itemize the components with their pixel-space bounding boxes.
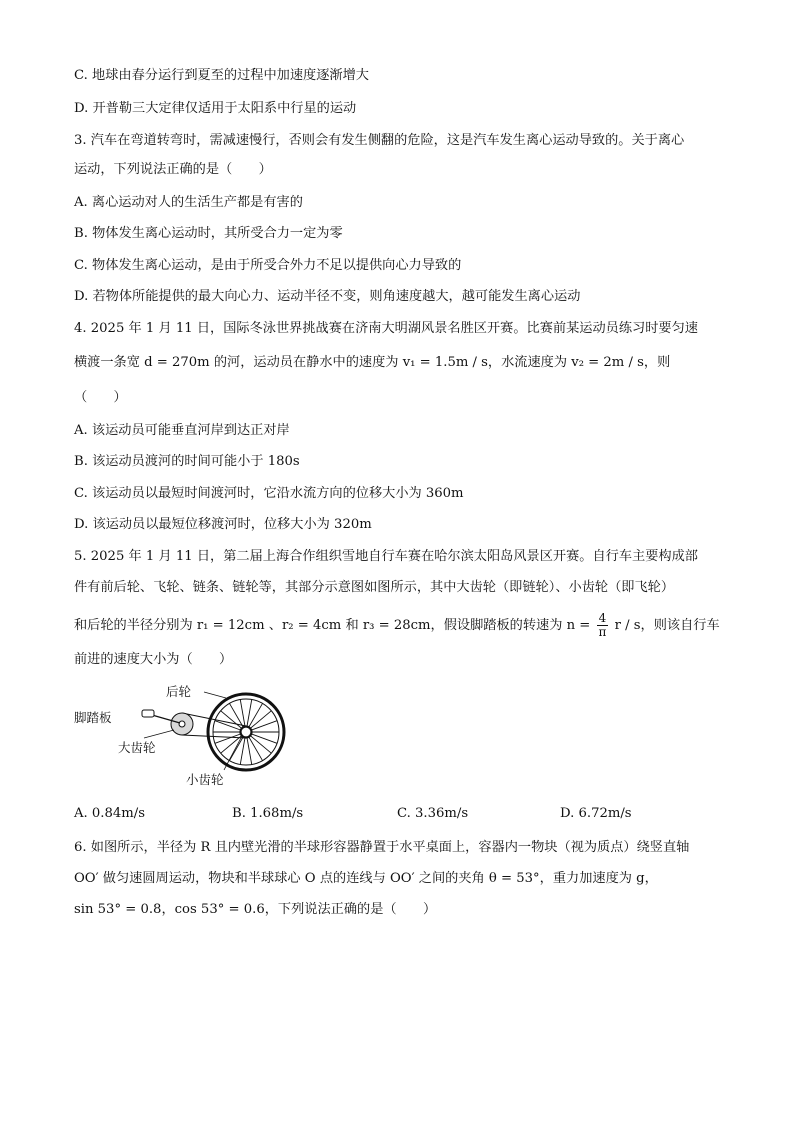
q5-stem-3-post: r / s，则该自行车 bbox=[614, 618, 720, 633]
leader-lines bbox=[144, 692, 242, 770]
label-big-gear: 大齿轮 bbox=[118, 740, 156, 755]
line-q3-a: A. 离心运动对人的生活生产都是有害的 bbox=[74, 195, 303, 210]
label-small-gear: 小齿轮 bbox=[186, 772, 224, 787]
line-q4-a: A. 该运动员可能垂直河岸到达正对岸 bbox=[74, 423, 290, 438]
line-q3-c: C. 物体发生离心运动，是由于所受合外力不足以提供向心力导致的 bbox=[74, 258, 462, 273]
line-q4-stem-2: 横渡一条宽 d = 270m 的河，运动员在静水中的速度为 v₁ = 1.5m / s，水流速度为 v₂ = 2m / s，则 bbox=[74, 355, 671, 370]
q5-option-d: D. 6.72m/s bbox=[560, 806, 632, 821]
q5-stem-3-pre: 和后轮的半径分别为 r₁ = 12cm 、r₂ = 4cm 和 r₃ = 28cm，假设脚踏板的转速为 n = bbox=[74, 618, 591, 633]
fraction-numerator: 4 bbox=[597, 612, 609, 626]
line-q6-stem-3: sin 53° = 0.8，cos 53° = 0.6，下列说法正确的是（ ） bbox=[74, 902, 437, 917]
line-q3-stem-1: 3. 汽车在弯道转弯时，需减速慢行，否则会有发生侧翻的危险，这是汽车发生离心运动导致的。关于离心 bbox=[74, 133, 685, 148]
q5-option-a: A. 0.84m/s bbox=[74, 806, 145, 821]
big-gear-icon bbox=[171, 713, 193, 735]
fraction-4-over-pi bbox=[597, 612, 609, 639]
rear-wheel-icon bbox=[208, 694, 284, 770]
q5-option-b: B. 1.68m/s bbox=[232, 806, 304, 821]
line-q6-stem-2: OO′ 做匀速圆周运动，物块和半球球心 O 点的连线与 OO′ 之间的夹角 θ = 53°，重力加速度为 g， bbox=[74, 871, 658, 886]
line-q4-b: B. 该运动员渡河的时间可能小于 180s bbox=[74, 454, 300, 469]
label-rear-wheel: 后轮 bbox=[166, 684, 192, 699]
line-q4-c: C. 该运动员以最短时间渡河时，它沿水流方向的位移大小为 360m bbox=[74, 486, 464, 501]
line-q2-c: C. 地球由春分运行到夏至的过程中加速度逐渐增大 bbox=[74, 68, 369, 83]
line-q4-d: D. 该运动员以最短位移渡河时，位移大小为 320m bbox=[74, 517, 372, 532]
line-q5-stem-2: 件有前后轮、飞轮、链条、链轮等，其部分示意图如图所示，其中大齿轮（即链轮）、小齿轮（即飞轮） bbox=[74, 580, 675, 595]
line-q4-stem-1: 4. 2025 年 1 月 11 日，国际冬泳世界挑战赛在济南大明湖风景名胜区开赛。比赛前某运动员练习时要匀速 bbox=[74, 321, 698, 336]
line-q3-b: B. 物体发生离心运动时，其所受合力一定为零 bbox=[74, 226, 343, 241]
fraction-denominator: π bbox=[598, 625, 607, 639]
line-q2-d: D. 开普勒三大定律仅适用于太阳系中行星的运动 bbox=[74, 101, 357, 116]
line-q5-stem-4: 前进的速度大小为（ ） bbox=[74, 652, 233, 667]
line-q5-stem-1: 5. 2025 年 1 月 11 日，第二届上海合作组织雪地自行车赛在哈尔滨太阳岛风景区开赛。自行车主要构成部 bbox=[74, 549, 698, 564]
line-q3-stem-2: 运动，下列说法正确的是（ ） bbox=[74, 162, 272, 177]
line-q5-stem-3 bbox=[74, 612, 720, 639]
bicycle-figure bbox=[74, 680, 304, 790]
line-q6-stem-1: 6. 如图所示，半径为 R 且内壁光滑的半球形容器静置于水平桌面上，容器内一物块（视为质点）绕竖直轴 bbox=[74, 840, 690, 855]
q5-option-c: C. 3.36m/s bbox=[397, 806, 469, 821]
line-q3-d: D. 若物体所能提供的最大向心力、运动半径不变，则角速度越大，越可能发生离心运动 bbox=[74, 289, 581, 304]
line-q4-stem-3: （ ） bbox=[74, 390, 127, 405]
label-pedal: 脚踏板 bbox=[74, 710, 112, 725]
